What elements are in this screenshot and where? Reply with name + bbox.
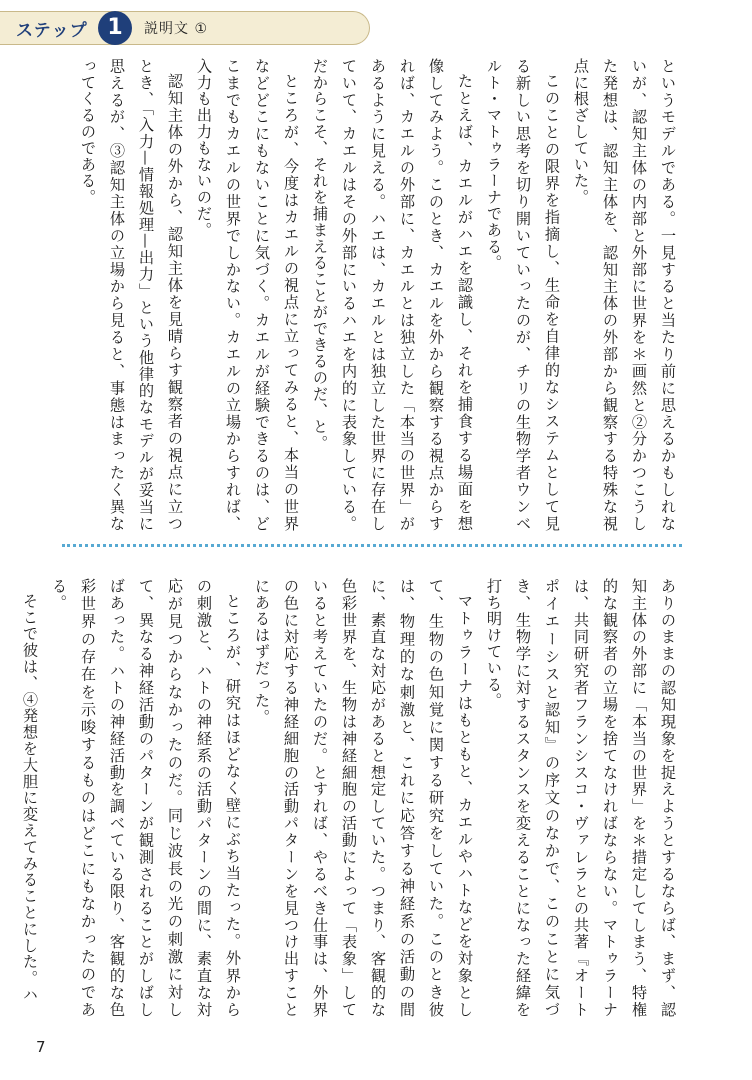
page-number: 7	[36, 1038, 46, 1056]
step-number-badge: 1	[98, 11, 132, 45]
paragraph: ありのままの認知現象を捉えようとするならば、まず、認知主体の外部に「本当の世界」を＊措定してしまう、特権的な観察者の立場を捨てなければならない。マトゥラーナは、共同研究者フランシスコ・ヴァレラとの共著『オートポイエーシスと認知』の序文のなかで、このことに気づき、生物学に対するスタンスを変えることになった経緯を打ち明けている。	[485, 578, 677, 1018]
paragraph: そこで彼は、④発想を大胆に変えてみることにした。ハ	[21, 593, 39, 1004]
paragraph: というモデルである。一見すると当たり前に思えるかもしれないが、認知主体の内部と外部に世界を＊画然と②分かつこうした発想は、認知主体を、認知主体の外部から観察する特殊な視点に根ざしていた。	[572, 58, 677, 532]
section-header	[0, 11, 372, 45]
passage-top	[72, 58, 682, 532]
paragraph: マトゥラーナはもともと、カエルやハトなどを対象として、生物の色知覚に関する研究をしていた。このとき彼は、物理的な刺激と、これに応答する神経系の活動の間に、素直な対応があると想定していた。つまり、客観的な色彩世界を、生物は神経細胞の活動によって「表象」していると考えていたのだ。とすれば、やるべき仕事は、外界の色に対応する神経細胞の活動パターンを見つけ出すことにあるはずだった。	[253, 578, 474, 1018]
paragraph: ところが、今度はカエルの視点に立ってみると、本当の世界などどこにもないことに気づく。カエルが経験できるのは、どこまでもカエルの世界でしかない。カエルの立場からすれば、入力も出力もないのだ。	[195, 58, 300, 532]
paragraph: たとえば、カエルがハエを認識し、それを捕食する場面を想像してみよう。このとき、カエルを外から観察する視点からすれば、カエルの外部に、カエルとは独立した「本当の世界」があるように見える。ハエは、カエルとは独立した世界に存在していて、カエルはその外部にいるハエを内的に表象している。だからこそ、それを捕まえることができるのだ、と。	[311, 58, 474, 532]
dotted-divider	[62, 544, 682, 547]
passage-bottom	[21, 578, 682, 1018]
paragraph: このことの限界を指摘し、生命を自律的なシステムとして見る新しい思考を切り開いていったのが、チリの生物学者ウンベルト・マトゥラーナである。	[485, 58, 561, 532]
section-title: 説明文 ①	[144, 21, 209, 37]
paragraph: ところが、研究はほどなく壁にぶち当たった。外界からの刺激と、ハトの神経系の活動パターンの間に、素直な対応が見つからなかったのだ。同じ波長の光の刺激に対して、異なる神経活動のパターンが観測されることがしばしばあった。ハトの神経活動を調べている限り、客観的な色彩世界の存在を示唆するものはどこにもなかったのである。	[50, 578, 242, 1018]
paragraph: 認知主体の外から、認知主体を見晴らす観察者の視点に立つとき、「入力—情報処理—出力」という他律的なモデルが妥当に思えるが、③認知主体の立場から見ると、事態はまったく異なってくるのである。	[79, 58, 184, 532]
step-label: ステップ	[16, 21, 88, 41]
